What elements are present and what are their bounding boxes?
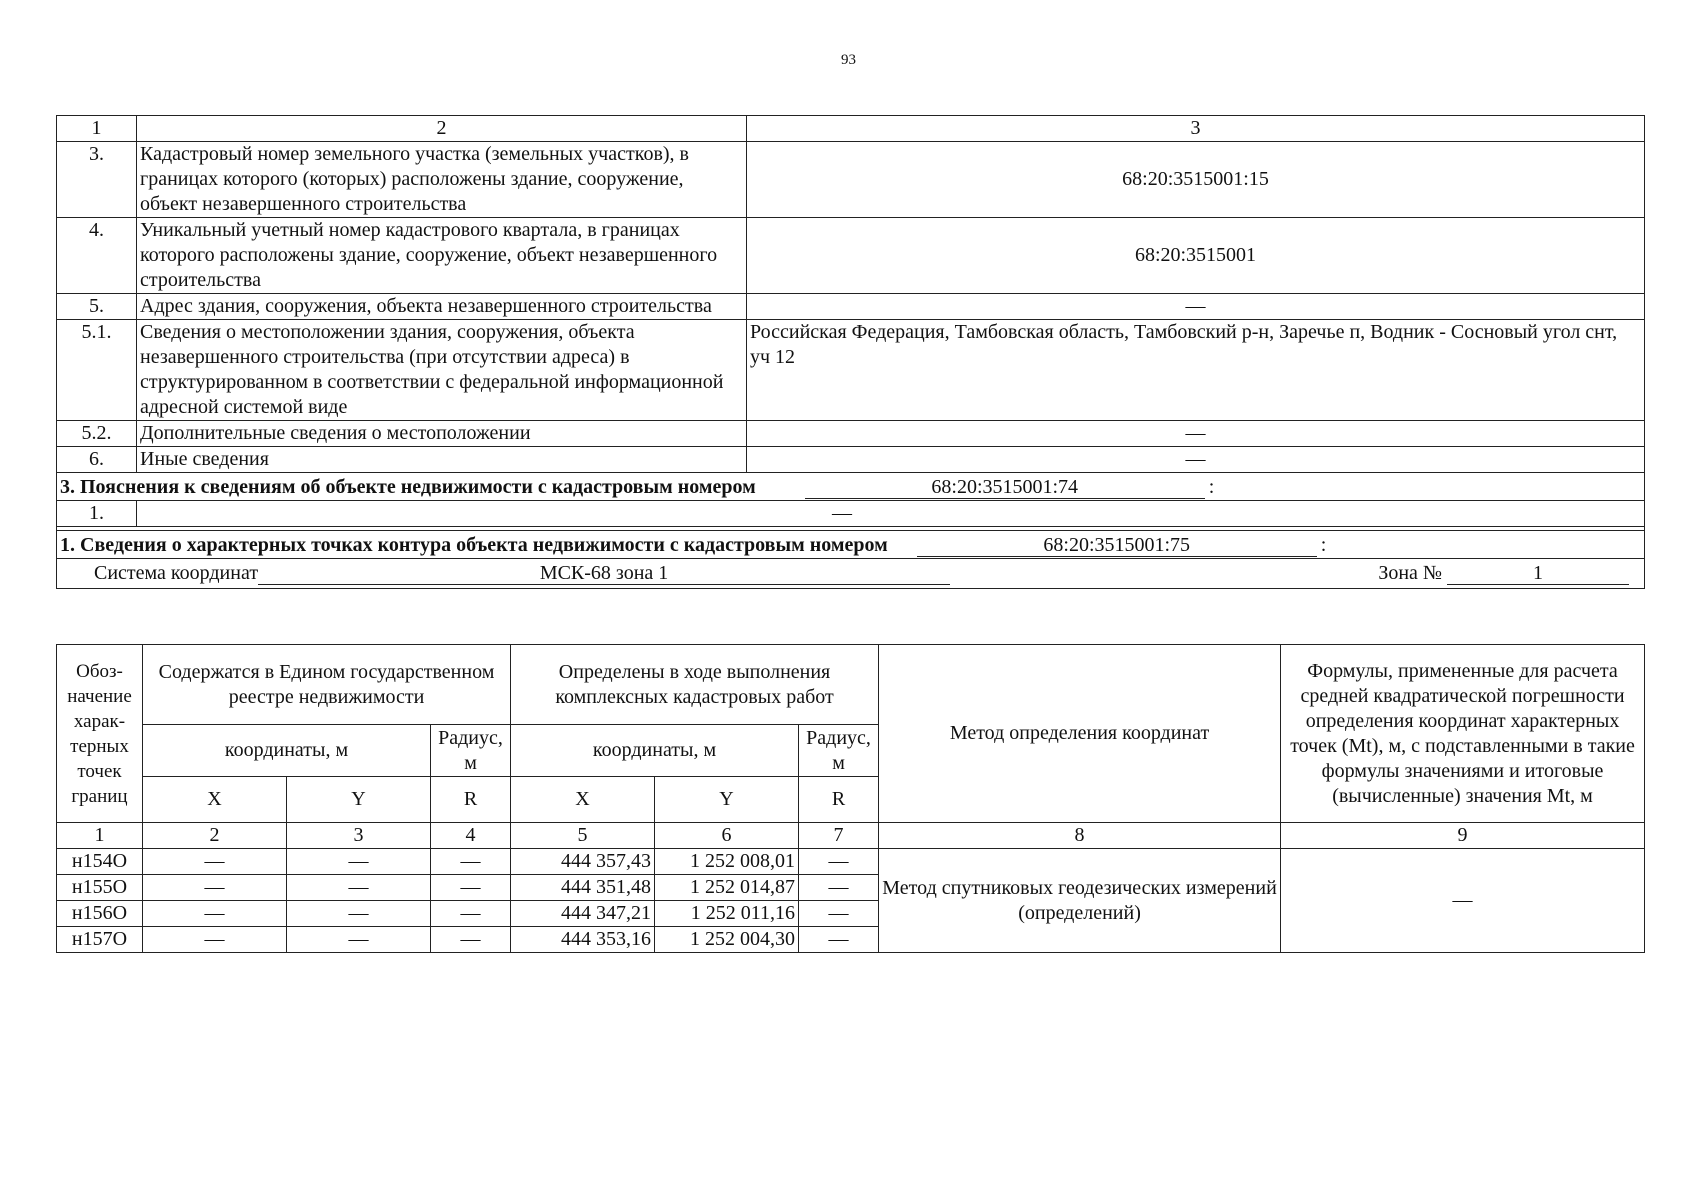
row-number: 5.1.	[57, 320, 137, 421]
header-r: R	[799, 777, 879, 823]
header-y: Y	[655, 777, 799, 823]
row-number: 6.	[57, 447, 137, 473]
header-cell: 3	[747, 116, 1645, 142]
y-coordinate: 1 252 011,16	[655, 901, 799, 927]
header-ckr: Определены в ходе выполнения комплексных кадастровых работ	[511, 645, 879, 725]
r-egrn: —	[431, 849, 511, 875]
row-number: 4.	[57, 218, 137, 294]
r-egrn: —	[431, 901, 511, 927]
row-label: Адрес здания, сооружения, объекта незавершенного строительства	[137, 294, 747, 320]
header-r: R	[431, 777, 511, 823]
row-label: Иные сведения	[137, 447, 747, 473]
header-radius: Радиус, м	[431, 725, 511, 777]
row-value: —	[747, 421, 1645, 447]
y-coordinate: 1 252 004,30	[655, 927, 799, 953]
radius: —	[799, 849, 879, 875]
point-designation: н156О	[57, 901, 143, 927]
header-radius: Радиус, м	[799, 725, 879, 777]
point-designation: н155О	[57, 875, 143, 901]
radius: —	[799, 875, 879, 901]
column-number: 5	[511, 823, 655, 849]
table-row	[57, 218, 1645, 294]
header-row	[57, 645, 1645, 725]
header-formulas: Формулы, примененные для расчета средней квадратической погрешности определения координат характерных точек (Mt), м, с подставленными в такие формулы значениями и итоговые (вычисленные) значения Mt, м	[1281, 645, 1645, 823]
header-x: X	[511, 777, 655, 823]
column-number: 4	[431, 823, 511, 849]
x-coordinate: 444 357,43	[511, 849, 655, 875]
table-row	[57, 849, 1645, 875]
row-label: Уникальный учетный номер кадастрового квартала, в границах которого расположены здание, сооружение, объект незавершенного строительства	[137, 218, 747, 294]
row-number: 5.2.	[57, 421, 137, 447]
row-value: 68:20:3515001	[747, 218, 1645, 294]
zone-value: 1	[1447, 562, 1629, 585]
y-egrn: —	[287, 901, 431, 927]
column-number: 9	[1281, 823, 1645, 849]
x-coordinate: 444 353,16	[511, 927, 655, 953]
row-number: 5.	[57, 294, 137, 320]
column-number: 1	[57, 823, 143, 849]
x-coordinate: 444 347,21	[511, 901, 655, 927]
table-row	[57, 142, 1645, 218]
header-cell: 1	[57, 116, 137, 142]
point-designation: н154О	[57, 849, 143, 875]
x-coordinate: 444 351,48	[511, 875, 655, 901]
r-egrn: —	[431, 875, 511, 901]
header-cell: 2	[137, 116, 747, 142]
header-row	[57, 116, 1645, 142]
row-label: Дополнительные сведения о местоположении	[137, 421, 747, 447]
y-coordinate: 1 252 014,87	[655, 875, 799, 901]
y-egrn: —	[287, 927, 431, 953]
zone-label: Зона №	[1378, 562, 1442, 584]
column-number-row	[57, 823, 1645, 849]
x-egrn: —	[143, 849, 287, 875]
column-number: 8	[879, 823, 1281, 849]
coord-system-value: МСК-68 зона 1	[258, 562, 950, 585]
row-label: Кадастровый номер земельного участка (земельных участков), в границах которого (которых) расположены здание, сооружение, объект незавершенного строительства	[137, 142, 747, 218]
section3-suffix: :	[1208, 476, 1215, 498]
header-method: Метод определения координат	[879, 645, 1281, 823]
table-row	[57, 447, 1645, 473]
column-number: 3	[287, 823, 431, 849]
row-label: Сведения о местоположении здания, сооружения, объекта незавершенного строительства (при отсутствии адреса) в структурированном в соответствии с федеральной информационной адресной системой виде	[137, 320, 747, 421]
section1-title-row	[57, 531, 1645, 559]
row-value: Российская Федерация, Тамбовская область, Тамбовский р-н, Заречье п, Водник - Сосновый угол снт, уч 12	[747, 320, 1645, 421]
table-row	[57, 294, 1645, 320]
r-egrn: —	[431, 927, 511, 953]
header-egrn: Содержатся в Едином государственном реестре недвижимости	[143, 645, 511, 725]
row-number: 1.	[57, 501, 137, 527]
coord-system-label: Система координат	[94, 562, 259, 584]
table-row	[57, 421, 1645, 447]
column-number: 2	[143, 823, 287, 849]
section3-row	[57, 501, 1645, 527]
formula-value: —	[1281, 849, 1645, 953]
y-egrn: —	[287, 875, 431, 901]
coord-system-row	[57, 559, 1645, 589]
section3-title: 3. Пояснения к сведениям об объекте недвижимости с кадастровым номером	[60, 476, 756, 498]
table-row	[57, 320, 1645, 421]
header-designation: Обоз-начение харак-терных точек границ	[57, 645, 143, 823]
header-coordinates: координаты, м	[511, 725, 799, 777]
coordinates-table	[56, 644, 1645, 953]
row-number: 3.	[57, 142, 137, 218]
point-designation: н157О	[57, 927, 143, 953]
header-x: X	[143, 777, 287, 823]
column-number: 6	[655, 823, 799, 849]
section1-suffix: :	[1320, 534, 1327, 556]
section3-title-row	[57, 473, 1645, 501]
page-number: 93	[841, 52, 856, 68]
header-y: Y	[287, 777, 431, 823]
x-egrn: —	[143, 901, 287, 927]
object-info-table	[56, 115, 1645, 589]
method-value: Метод спутниковых геодезических измерений (определений)	[879, 849, 1281, 953]
section1-title: 1. Сведения о характерных точках контура объекта недвижимости с кадастровым номером	[60, 534, 888, 556]
y-egrn: —	[287, 849, 431, 875]
row-value: —	[747, 447, 1645, 473]
section3-cadastral-number: 68:20:3515001:74	[805, 476, 1205, 499]
radius: —	[799, 901, 879, 927]
row-value: —	[137, 501, 1645, 527]
row-value: —	[747, 294, 1645, 320]
row-value: 68:20:3515001:15	[747, 142, 1645, 218]
radius: —	[799, 927, 879, 953]
column-number: 7	[799, 823, 879, 849]
y-coordinate: 1 252 008,01	[655, 849, 799, 875]
x-egrn: —	[143, 875, 287, 901]
x-egrn: —	[143, 927, 287, 953]
section1-cadastral-number: 68:20:3515001:75	[917, 534, 1317, 557]
header-coordinates: координаты, м	[143, 725, 431, 777]
